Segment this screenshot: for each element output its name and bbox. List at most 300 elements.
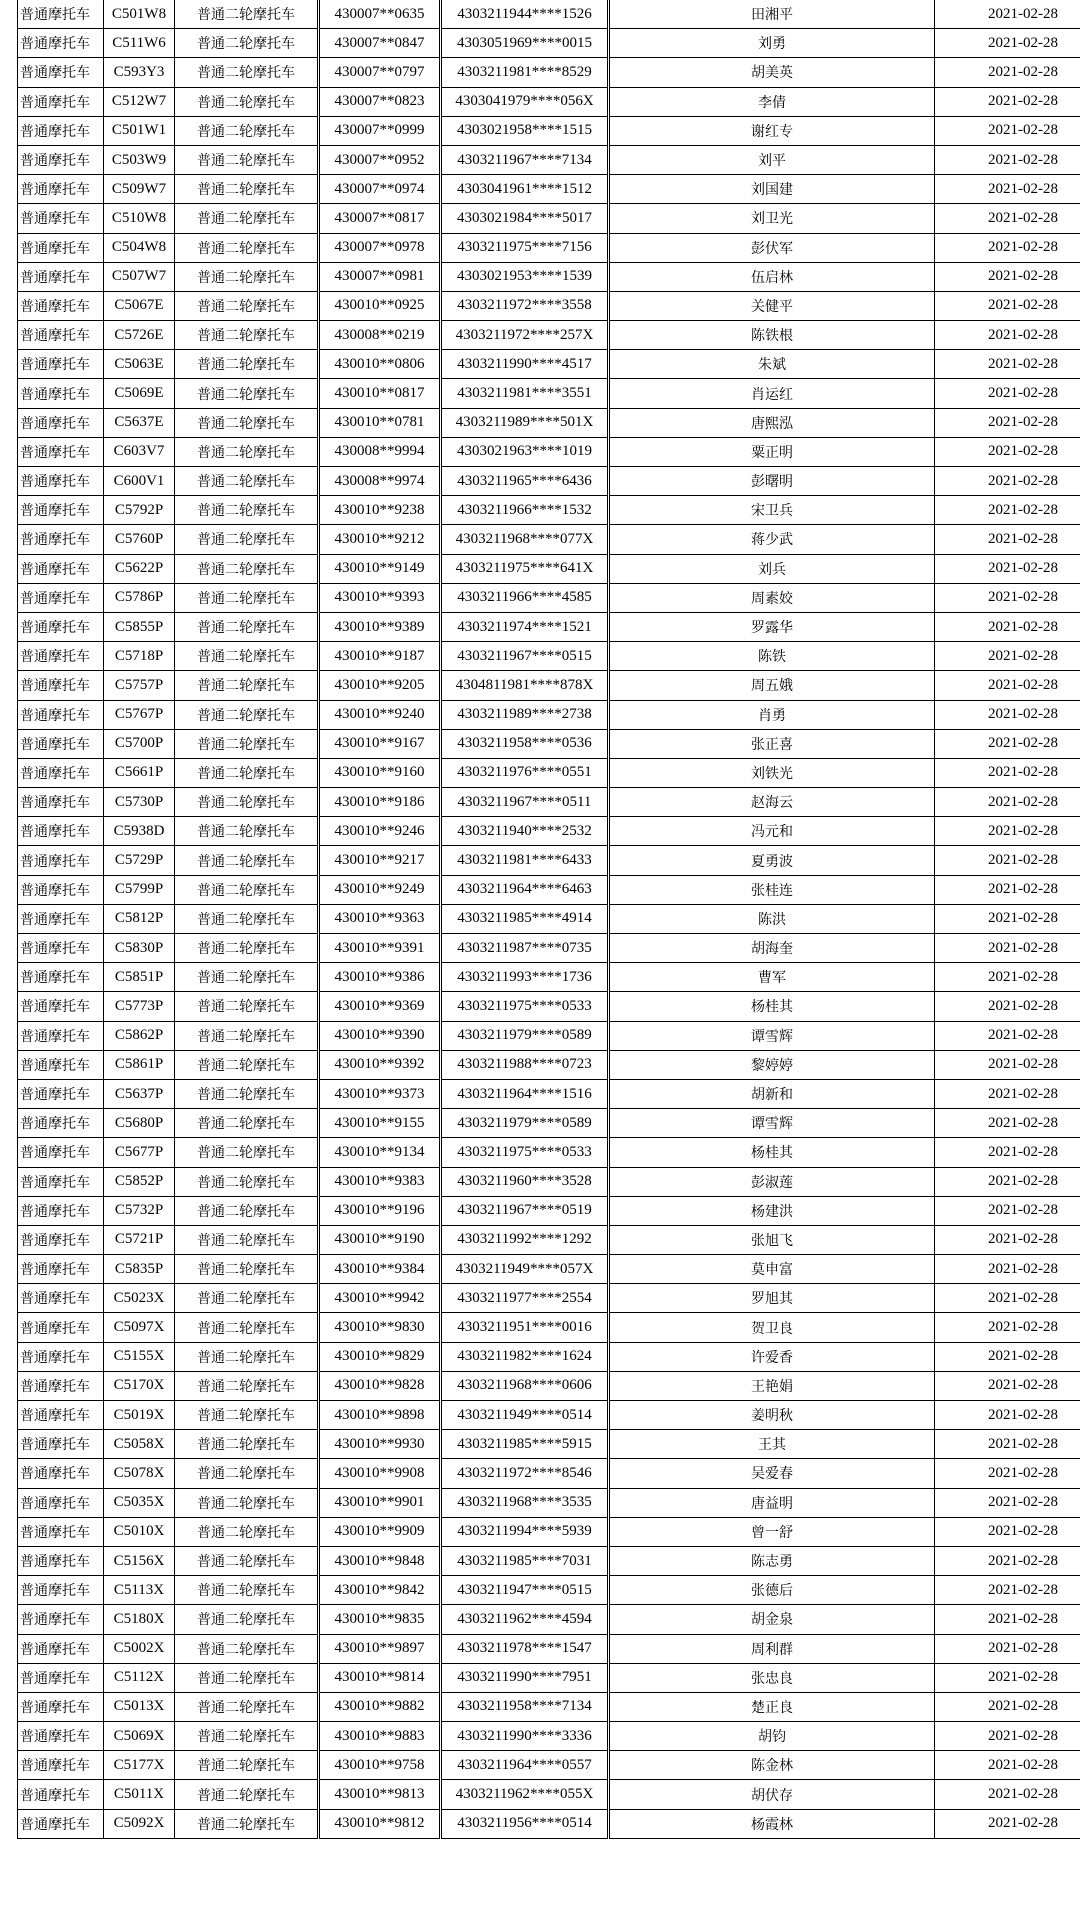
owner-name-cell: 黎婷婷 (609, 1050, 935, 1079)
id-number-cell: 4303211974****1521 (441, 612, 609, 641)
vehicle-type-cell: 普通二轮摩托车 (175, 700, 319, 729)
vehicle-type-cell: 普通二轮摩托车 (175, 116, 319, 145)
date-cell: 2021-02-28 (935, 1050, 1080, 1079)
vehicle-type-cell: 普通二轮摩托车 (175, 379, 319, 408)
vehicle-type-cell: 普通二轮摩托车 (175, 1634, 319, 1663)
id-number-cell: 4303211981****8529 (441, 58, 609, 87)
date-cell: 2021-02-28 (935, 233, 1080, 262)
table-row (18, 671, 1080, 700)
owner-name-cell: 杨霞林 (609, 1809, 935, 1838)
vehicle-category-cell: 普通摩托车 (18, 379, 104, 408)
vehicle-type-cell: 普通二轮摩托车 (175, 1546, 319, 1575)
owner-name-cell: 曹军 (609, 963, 935, 992)
vehicle-category-cell: 普通摩托车 (18, 700, 104, 729)
table-row (18, 233, 1080, 262)
vehicle-type-cell: 普通二轮摩托车 (175, 1576, 319, 1605)
plate-number-cell: C5637P (104, 1079, 175, 1108)
vehicle-category-cell: 普通摩托车 (18, 642, 104, 671)
id-number-cell: 4303021963****1019 (441, 437, 609, 466)
owner-name-cell: 张旭飞 (609, 1225, 935, 1254)
vehicle-category-cell: 普通摩托车 (18, 1517, 104, 1546)
owner-name-cell: 陈志勇 (609, 1546, 935, 1575)
vehicle-category-cell: 普通摩托车 (18, 233, 104, 262)
certificate-number-cell: 430010**9249 (319, 875, 441, 904)
certificate-number-cell: 430007**0952 (319, 145, 441, 174)
vehicle-type-cell: 普通二轮摩托车 (175, 992, 319, 1021)
vehicle-category-cell: 普通摩托车 (18, 583, 104, 612)
plate-number-cell: C509W7 (104, 175, 175, 204)
date-cell: 2021-02-28 (935, 1634, 1080, 1663)
id-number-cell: 4303211949****0514 (441, 1401, 609, 1430)
plate-number-cell: C5019X (104, 1401, 175, 1430)
table-row (18, 321, 1080, 350)
certificate-number-cell: 430010**9835 (319, 1605, 441, 1634)
plate-number-cell: C5011X (104, 1780, 175, 1809)
owner-name-cell: 粟正明 (609, 437, 935, 466)
certificate-number-cell: 430010**9391 (319, 934, 441, 963)
id-number-cell: 4303211985****5915 (441, 1430, 609, 1459)
owner-name-cell: 姜明秋 (609, 1401, 935, 1430)
certificate-number-cell: 430008**0219 (319, 321, 441, 350)
date-cell: 2021-02-28 (935, 758, 1080, 787)
vehicle-category-cell: 普通摩托车 (18, 437, 104, 466)
id-number-cell: 4303211949****057X (441, 1255, 609, 1284)
owner-name-cell: 贺卫良 (609, 1313, 935, 1342)
vehicle-category-cell: 普通摩托车 (18, 788, 104, 817)
vehicle-category-cell: 普通摩托车 (18, 992, 104, 1021)
plate-number-cell: C5035X (104, 1488, 175, 1517)
plate-number-cell: C507W7 (104, 262, 175, 291)
certificate-number-cell: 430010**9217 (319, 846, 441, 875)
date-cell: 2021-02-28 (935, 1225, 1080, 1254)
vehicle-type-cell: 普通二轮摩托车 (175, 1313, 319, 1342)
plate-number-cell: C5799P (104, 875, 175, 904)
owner-name-cell: 朱斌 (609, 350, 935, 379)
date-cell: 2021-02-28 (935, 204, 1080, 233)
vehicle-category-cell: 普通摩托车 (18, 1780, 104, 1809)
date-cell: 2021-02-28 (935, 1401, 1080, 1430)
vehicle-category-cell: 普通摩托车 (18, 1079, 104, 1108)
vehicle-type-cell: 普通二轮摩托车 (175, 1284, 319, 1313)
vehicle-type-cell: 普通二轮摩托车 (175, 642, 319, 671)
table-row (18, 1459, 1080, 1488)
vehicle-category-cell: 普通摩托车 (18, 1546, 104, 1575)
id-number-cell: 4303211947****0515 (441, 1576, 609, 1605)
certificate-number-cell: 430010**9813 (319, 1780, 441, 1809)
table-row (18, 817, 1080, 846)
vehicle-type-cell: 普通二轮摩托车 (175, 963, 319, 992)
id-number-cell: 4303211951****0016 (441, 1313, 609, 1342)
id-number-cell: 4303211985****4914 (441, 904, 609, 933)
date-cell: 2021-02-28 (935, 788, 1080, 817)
table-row (18, 1605, 1080, 1634)
owner-name-cell: 宋卫兵 (609, 496, 935, 525)
certificate-number-cell: 430010**9908 (319, 1459, 441, 1488)
table-row (18, 1809, 1080, 1838)
plate-number-cell: C5078X (104, 1459, 175, 1488)
certificate-number-cell: 430010**9842 (319, 1576, 441, 1605)
vehicle-type-cell: 普通二轮摩托车 (175, 1021, 319, 1050)
plate-number-cell: C5812P (104, 904, 175, 933)
certificate-number-cell: 430008**9974 (319, 467, 441, 496)
plate-number-cell: C5792P (104, 496, 175, 525)
date-cell: 2021-02-28 (935, 29, 1080, 58)
certificate-number-cell: 430010**0817 (319, 379, 441, 408)
vehicle-category-cell: 普通摩托车 (18, 963, 104, 992)
vehicle-type-cell: 普通二轮摩托车 (175, 1605, 319, 1634)
certificate-number-cell: 430010**9212 (319, 525, 441, 554)
date-cell: 2021-02-28 (935, 817, 1080, 846)
vehicle-category-cell: 普通摩托车 (18, 1255, 104, 1284)
plate-number-cell: C5002X (104, 1634, 175, 1663)
certificate-number-cell: 430010**9393 (319, 583, 441, 612)
id-number-cell: 4303211962****4594 (441, 1605, 609, 1634)
id-number-cell: 4303211968****0606 (441, 1371, 609, 1400)
certificate-number-cell: 430010**9758 (319, 1751, 441, 1780)
id-number-cell: 4303211982****1624 (441, 1342, 609, 1371)
id-number-cell: 4303211965****6436 (441, 467, 609, 496)
table-row (18, 1692, 1080, 1721)
vehicle-type-cell: 普通二轮摩托车 (175, 437, 319, 466)
table-row (18, 554, 1080, 583)
certificate-number-cell: 430010**9383 (319, 1167, 441, 1196)
date-cell: 2021-02-28 (935, 262, 1080, 291)
plate-number-cell: C5851P (104, 963, 175, 992)
owner-name-cell: 彭伏军 (609, 233, 935, 262)
date-cell: 2021-02-28 (935, 1546, 1080, 1575)
vehicle-type-cell: 普通二轮摩托车 (175, 1196, 319, 1225)
plate-number-cell: C5773P (104, 992, 175, 1021)
date-cell: 2021-02-28 (935, 408, 1080, 437)
owner-name-cell: 王艳娟 (609, 1371, 935, 1400)
date-cell: 2021-02-28 (935, 1459, 1080, 1488)
certificate-number-cell: 430007**0635 (319, 0, 441, 29)
certificate-number-cell: 430010**9392 (319, 1050, 441, 1079)
date-cell: 2021-02-28 (935, 1109, 1080, 1138)
date-cell: 2021-02-28 (935, 1517, 1080, 1546)
vehicle-type-cell: 普通二轮摩托车 (175, 1401, 319, 1430)
table-row (18, 1167, 1080, 1196)
plate-number-cell: C5112X (104, 1663, 175, 1692)
id-number-cell: 4303211990****4517 (441, 350, 609, 379)
id-number-cell: 4303211958****7134 (441, 1692, 609, 1721)
plate-number-cell: C603V7 (104, 437, 175, 466)
vehicle-type-cell: 普通二轮摩托车 (175, 817, 319, 846)
date-cell: 2021-02-28 (935, 1138, 1080, 1167)
plate-number-cell: C5010X (104, 1517, 175, 1546)
id-number-cell: 4303211978****1547 (441, 1634, 609, 1663)
id-number-cell: 4303211976****0551 (441, 758, 609, 787)
certificate-number-cell: 430007**0797 (319, 58, 441, 87)
vehicle-type-cell: 普通二轮摩托车 (175, 583, 319, 612)
vehicle-type-cell: 普通二轮摩托车 (175, 1459, 319, 1488)
vehicle-category-cell: 普通摩托车 (18, 1313, 104, 1342)
id-number-cell: 4303211960****3528 (441, 1167, 609, 1196)
vehicle-category-cell: 普通摩托车 (18, 1663, 104, 1692)
plate-number-cell: C5156X (104, 1546, 175, 1575)
date-cell: 2021-02-28 (935, 145, 1080, 174)
vehicle-type-cell: 普通二轮摩托车 (175, 0, 319, 29)
id-number-cell: 4303211964****0557 (441, 1751, 609, 1780)
date-cell: 2021-02-28 (935, 1605, 1080, 1634)
certificate-number-cell: 430010**9167 (319, 729, 441, 758)
id-number-cell: 4303211993****1736 (441, 963, 609, 992)
certificate-number-cell: 430010**9363 (319, 904, 441, 933)
owner-name-cell: 彭淑莲 (609, 1167, 935, 1196)
certificate-number-cell: 430007**0974 (319, 175, 441, 204)
table-row (18, 1196, 1080, 1225)
vehicle-type-cell: 普通二轮摩托车 (175, 291, 319, 320)
date-cell: 2021-02-28 (935, 525, 1080, 554)
date-cell: 2021-02-28 (935, 1196, 1080, 1225)
date-cell: 2021-02-28 (935, 1722, 1080, 1751)
vehicle-type-cell: 普通二轮摩托车 (175, 846, 319, 875)
owner-name-cell: 谭雪辉 (609, 1021, 935, 1050)
date-cell: 2021-02-28 (935, 350, 1080, 379)
owner-name-cell: 周利群 (609, 1634, 935, 1663)
table-row (18, 846, 1080, 875)
vehicle-category-cell: 普通摩托车 (18, 467, 104, 496)
id-number-cell: 4303211979****0589 (441, 1021, 609, 1050)
plate-number-cell: C5700P (104, 729, 175, 758)
table-row (18, 963, 1080, 992)
id-number-cell: 4303211944****1526 (441, 0, 609, 29)
owner-name-cell: 杨桂其 (609, 1138, 935, 1167)
table-row (18, 467, 1080, 496)
vehicle-type-cell: 普通二轮摩托车 (175, 612, 319, 641)
table-row (18, 1576, 1080, 1605)
plate-number-cell: C5729P (104, 846, 175, 875)
vehicle-category-cell: 普通摩托车 (18, 496, 104, 525)
id-number-cell: 4303211989****2738 (441, 700, 609, 729)
certificate-number-cell: 430010**9389 (319, 612, 441, 641)
date-cell: 2021-02-28 (935, 58, 1080, 87)
vehicle-type-cell: 普通二轮摩托车 (175, 1751, 319, 1780)
id-number-cell: 4303041979****056X (441, 87, 609, 116)
owner-name-cell: 谢红专 (609, 116, 935, 145)
date-cell: 2021-02-28 (935, 175, 1080, 204)
vehicle-category-cell: 普通摩托车 (18, 1751, 104, 1780)
date-cell: 2021-02-28 (935, 1751, 1080, 1780)
vehicle-category-cell: 普通摩托车 (18, 817, 104, 846)
table-row (18, 1751, 1080, 1780)
owner-name-cell: 夏勇波 (609, 846, 935, 875)
id-number-cell: 4303211977****2554 (441, 1284, 609, 1313)
date-cell: 2021-02-28 (935, 1284, 1080, 1313)
certificate-number-cell: 430010**9830 (319, 1313, 441, 1342)
certificate-number-cell: 430010**9828 (319, 1371, 441, 1400)
certificate-number-cell: 430010**9246 (319, 817, 441, 846)
plate-number-cell: C5760P (104, 525, 175, 554)
vehicle-type-cell: 普通二轮摩托车 (175, 408, 319, 437)
owner-name-cell: 胡伏存 (609, 1780, 935, 1809)
id-number-cell: 4303211994****5939 (441, 1517, 609, 1546)
owner-name-cell: 陈铁根 (609, 321, 935, 350)
certificate-number-cell: 430010**9812 (319, 1809, 441, 1838)
date-cell: 2021-02-28 (935, 729, 1080, 758)
owner-name-cell: 吴爱春 (609, 1459, 935, 1488)
plate-number-cell: C5113X (104, 1576, 175, 1605)
vehicle-category-cell: 普通摩托车 (18, 1634, 104, 1663)
owner-name-cell: 冯元和 (609, 817, 935, 846)
vehicle-type-cell: 普通二轮摩托车 (175, 1342, 319, 1371)
vehicle-category-cell: 普通摩托车 (18, 525, 104, 554)
vehicle-category-cell: 普通摩托车 (18, 758, 104, 787)
vehicle-category-cell: 普通摩托车 (18, 1605, 104, 1634)
vehicle-type-cell: 普通二轮摩托车 (175, 1692, 319, 1721)
vehicle-type-cell: 普通二轮摩托车 (175, 1517, 319, 1546)
vehicle-type-cell: 普通二轮摩托车 (175, 496, 319, 525)
table-row (18, 875, 1080, 904)
vehicle-category-cell: 普通摩托车 (18, 729, 104, 758)
certificate-number-cell: 430010**9134 (319, 1138, 441, 1167)
plate-number-cell: C501W1 (104, 116, 175, 145)
vehicle-type-cell: 普通二轮摩托车 (175, 1430, 319, 1459)
id-number-cell: 4303211988****0723 (441, 1050, 609, 1079)
plate-number-cell: C593Y3 (104, 58, 175, 87)
table-row (18, 145, 1080, 174)
vehicle-category-cell: 普通摩托车 (18, 262, 104, 291)
plate-number-cell: C5680P (104, 1109, 175, 1138)
vehicle-type-cell: 普通二轮摩托车 (175, 1488, 319, 1517)
owner-name-cell: 刘卫光 (609, 204, 935, 233)
vehicle-category-cell: 普通摩托车 (18, 175, 104, 204)
vehicle-type-cell: 普通二轮摩托车 (175, 1050, 319, 1079)
table-row (18, 1722, 1080, 1751)
vehicle-type-cell: 普通二轮摩托车 (175, 175, 319, 204)
table-body (18, 0, 1080, 1838)
plate-number-cell: C5855P (104, 612, 175, 641)
date-cell: 2021-02-28 (935, 612, 1080, 641)
plate-number-cell: C5063E (104, 350, 175, 379)
date-cell: 2021-02-28 (935, 1255, 1080, 1284)
id-number-cell: 4303041961****1512 (441, 175, 609, 204)
vehicle-category-cell: 普通摩托车 (18, 1342, 104, 1371)
id-number-cell: 4303211972****3558 (441, 291, 609, 320)
vehicle-type-cell: 普通二轮摩托车 (175, 87, 319, 116)
vehicle-category-cell: 普通摩托车 (18, 116, 104, 145)
certificate-number-cell: 430010**9373 (319, 1079, 441, 1108)
date-cell: 2021-02-28 (935, 496, 1080, 525)
vehicle-category-cell: 普通摩托车 (18, 1576, 104, 1605)
vehicle-type-cell: 普通二轮摩托车 (175, 1225, 319, 1254)
vehicle-type-cell: 普通二轮摩托车 (175, 350, 319, 379)
owner-name-cell: 蒋少武 (609, 525, 935, 554)
id-number-cell: 4303021984****5017 (441, 204, 609, 233)
vehicle-category-cell: 普通摩托车 (18, 1050, 104, 1079)
date-cell: 2021-02-28 (935, 875, 1080, 904)
owner-name-cell: 李倩 (609, 87, 935, 116)
certificate-number-cell: 430007**0978 (319, 233, 441, 262)
certificate-number-cell: 430010**9384 (319, 1255, 441, 1284)
date-cell: 2021-02-28 (935, 846, 1080, 875)
vehicle-type-cell: 普通二轮摩托车 (175, 1663, 319, 1692)
table-row (18, 408, 1080, 437)
plate-number-cell: C501W8 (104, 0, 175, 29)
plate-number-cell: C5013X (104, 1692, 175, 1721)
owner-name-cell: 陈铁 (609, 642, 935, 671)
vehicle-category-cell: 普通摩托车 (18, 87, 104, 116)
vehicle-type-cell: 普通二轮摩托车 (175, 1809, 319, 1838)
owner-name-cell: 唐熙泓 (609, 408, 935, 437)
id-number-cell: 4303211975****0533 (441, 1138, 609, 1167)
vehicle-type-cell: 普通二轮摩托车 (175, 554, 319, 583)
date-cell: 2021-02-28 (935, 642, 1080, 671)
date-cell: 2021-02-28 (935, 1663, 1080, 1692)
date-cell: 2021-02-28 (935, 1809, 1080, 1838)
plate-number-cell: C5155X (104, 1342, 175, 1371)
table-row (18, 0, 1080, 29)
owner-name-cell: 陈金林 (609, 1751, 935, 1780)
id-number-cell: 4303211956****0514 (441, 1809, 609, 1838)
date-cell: 2021-02-28 (935, 1780, 1080, 1809)
date-cell: 2021-02-28 (935, 116, 1080, 145)
certificate-number-cell: 430010**9386 (319, 963, 441, 992)
plate-number-cell: C5830P (104, 934, 175, 963)
date-cell: 2021-02-28 (935, 700, 1080, 729)
date-cell: 2021-02-28 (935, 1488, 1080, 1517)
vehicle-category-cell: 普通摩托车 (18, 1021, 104, 1050)
table-row (18, 1371, 1080, 1400)
vehicle-category-cell: 普通摩托车 (18, 291, 104, 320)
table-row (18, 350, 1080, 379)
date-cell: 2021-02-28 (935, 1313, 1080, 1342)
table-row (18, 1313, 1080, 1342)
vehicle-type-cell: 普通二轮摩托车 (175, 1780, 319, 1809)
owner-name-cell: 莫申富 (609, 1255, 935, 1284)
date-cell: 2021-02-28 (935, 467, 1080, 496)
certificate-number-cell: 430010**9369 (319, 992, 441, 1021)
table-row (18, 87, 1080, 116)
plate-number-cell: C5730P (104, 788, 175, 817)
vehicle-category-cell: 普通摩托车 (18, 1371, 104, 1400)
vehicle-type-cell: 普通二轮摩托车 (175, 904, 319, 933)
vehicle-category-cell: 普通摩托车 (18, 1138, 104, 1167)
owner-name-cell: 陈洪 (609, 904, 935, 933)
vehicle-category-cell: 普通摩托车 (18, 1284, 104, 1313)
certificate-number-cell: 430010**9190 (319, 1225, 441, 1254)
plate-number-cell: C5661P (104, 758, 175, 787)
vehicle-type-cell: 普通二轮摩托车 (175, 875, 319, 904)
plate-number-cell: C5177X (104, 1751, 175, 1780)
owner-name-cell: 彭曙明 (609, 467, 935, 496)
certificate-number-cell: 430007**0817 (319, 204, 441, 233)
vehicle-type-cell: 普通二轮摩托车 (175, 1371, 319, 1400)
vehicle-category-cell: 普通摩托车 (18, 1692, 104, 1721)
id-number-cell: 4303211990****7951 (441, 1663, 609, 1692)
vehicle-category-cell: 普通摩托车 (18, 904, 104, 933)
id-number-cell: 4303211972****8546 (441, 1459, 609, 1488)
plate-number-cell: C511W6 (104, 29, 175, 58)
id-number-cell: 4303211968****077X (441, 525, 609, 554)
table-row (18, 1138, 1080, 1167)
table-row (18, 1021, 1080, 1050)
date-cell: 2021-02-28 (935, 904, 1080, 933)
vehicle-type-cell: 普通二轮摩托车 (175, 758, 319, 787)
owner-name-cell: 曾一舒 (609, 1517, 935, 1546)
owner-name-cell: 胡海奎 (609, 934, 935, 963)
certificate-number-cell: 430010**9898 (319, 1401, 441, 1430)
date-cell: 2021-02-28 (935, 1079, 1080, 1108)
table-row (18, 729, 1080, 758)
table-row (18, 1109, 1080, 1138)
vehicle-type-cell: 普通二轮摩托车 (175, 145, 319, 174)
owner-name-cell: 刘铁光 (609, 758, 935, 787)
owner-name-cell: 王其 (609, 1430, 935, 1459)
owner-name-cell: 许爱香 (609, 1342, 935, 1371)
table-row (18, 1255, 1080, 1284)
table-row (18, 1430, 1080, 1459)
